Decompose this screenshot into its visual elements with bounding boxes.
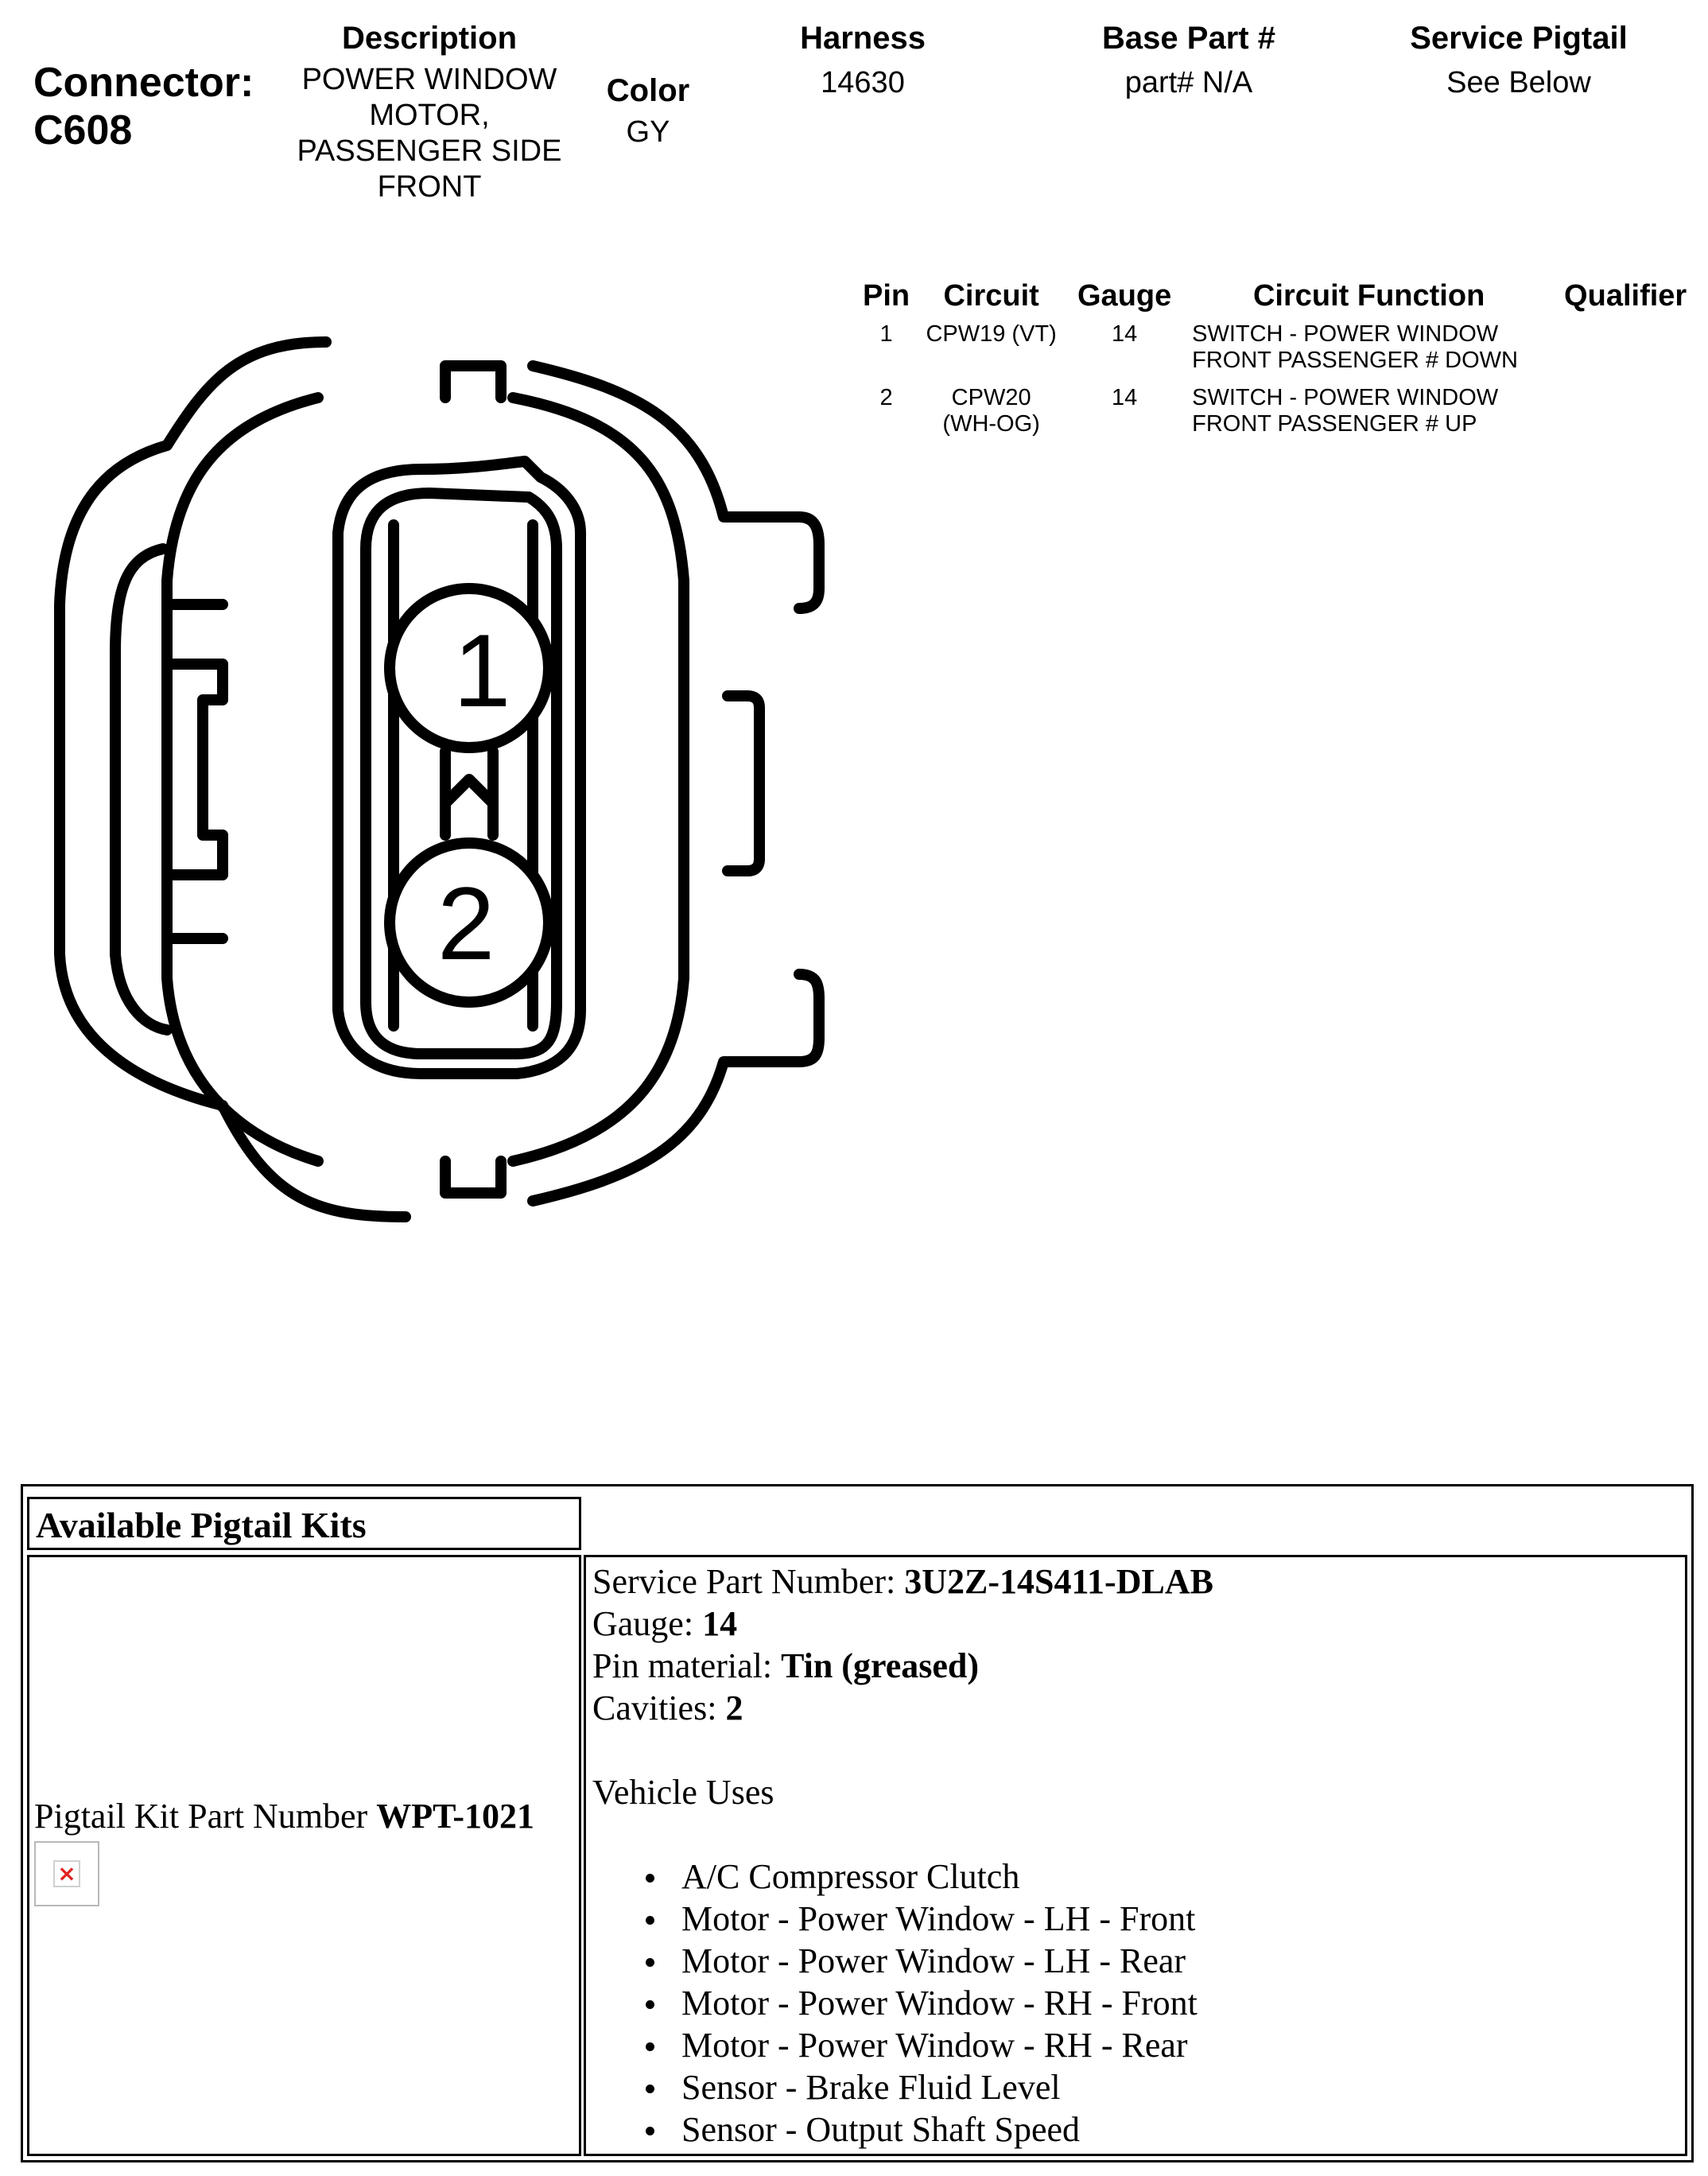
gauge-cell: 14 — [1111, 321, 1138, 347]
pin-cell: 1 — [879, 321, 893, 347]
base-part-column — [1058, 19, 1320, 101]
harness-value: 14630 — [821, 66, 905, 99]
kit-part-number: WPT-1021 — [376, 1797, 535, 1836]
pigtail-info-cell — [584, 1555, 1687, 2156]
description-value — [274, 62, 584, 205]
gauge-value: 14 — [702, 1604, 738, 1643]
service-pigtail-column — [1384, 19, 1654, 101]
kit-part-label: Pigtail Kit Part Number — [34, 1797, 368, 1836]
kit-part-line — [34, 1796, 534, 1837]
color-title: Color — [606, 73, 690, 108]
function-line: FRONT PASSENGER # DOWN — [1192, 348, 1518, 373]
base-part-title: Base Part # — [1102, 21, 1275, 56]
pin-material-label: Pin material: — [592, 1646, 773, 1685]
service-pigtail-value: See Below — [1446, 66, 1591, 99]
list-item: A/C Compressor Clutch — [681, 1855, 1213, 1898]
qualifier-cell — [1554, 321, 1697, 385]
connector-inner-housing — [167, 398, 318, 1161]
service-part-label: Service Part Number: — [592, 1562, 896, 1601]
pin-separator — [445, 752, 493, 835]
connector-top-key-notch — [445, 366, 501, 398]
service-part-value: 3U2Z-14S411-DLAB — [904, 1562, 1213, 1601]
circuit-cell — [918, 321, 1065, 385]
base-part-value: part# N/A — [1124, 66, 1253, 99]
col-gauge: Gauge — [1077, 279, 1172, 313]
circuit-line: CPW20 — [951, 385, 1031, 410]
col-pin: Pin — [863, 279, 910, 313]
pin-cell: 2 — [879, 385, 893, 410]
connector-right-latch — [728, 696, 759, 871]
col-circuit-function: Circuit Function — [1252, 279, 1485, 313]
circuit-cell — [918, 385, 1065, 449]
description-line: PASSENGER SIDE — [297, 134, 562, 168]
qualifier-cell — [1554, 385, 1697, 449]
table-row — [855, 321, 1697, 385]
harness-title: Harness — [800, 21, 926, 56]
pigtail-header: Available Pigtail Kits — [36, 1505, 367, 1545]
cavities-value: 2 — [725, 1688, 743, 1727]
connector-label: Connector: — [33, 60, 254, 106]
list-item: Motor - Power Window - LH - Front — [681, 1898, 1213, 1940]
pigtail-image — [34, 1841, 99, 1906]
list-item: Motor - Power Window - RH - Rear — [681, 2024, 1213, 2066]
color-value: GY — [626, 115, 670, 149]
connector-left-tab — [115, 549, 167, 1030]
gauge-label: Gauge: — [592, 1604, 694, 1643]
table-row — [855, 385, 1697, 449]
cavities-row — [592, 1687, 1213, 1729]
vehicle-uses-list — [592, 1855, 1213, 2151]
description-column — [274, 19, 584, 205]
list-item: Sensor - Brake Fluid Level — [681, 2066, 1213, 2108]
gauge-row — [592, 1603, 1213, 1645]
col-circuit: Circuit — [943, 279, 1039, 313]
circuit-line: CPW19 (VT) — [926, 321, 1057, 347]
circuit-line: (WH-OG) — [942, 411, 1040, 437]
harness-column — [755, 19, 970, 101]
function-cell — [1184, 385, 1554, 449]
gauge-cell: 14 — [1111, 385, 1138, 410]
pin-table — [855, 278, 1697, 449]
description-line: MOTOR, — [369, 99, 490, 132]
pigtail-kit-cell — [27, 1555, 581, 2156]
connector-heading — [33, 59, 254, 154]
pigtail-info — [592, 1560, 1213, 2151]
function-line: SWITCH - POWER WINDOW — [1192, 385, 1499, 410]
list-item: Motor - Power Window - RH - Front — [681, 1982, 1213, 2024]
connector-diagram — [32, 318, 843, 1241]
function-line: FRONT PASSENGER # UP — [1192, 411, 1477, 437]
description-line: FRONT — [377, 170, 482, 204]
list-item: Motor - Power Window - LH - Rear — [681, 1940, 1213, 1982]
cavities-label: Cavities: — [592, 1688, 717, 1727]
color-column — [588, 72, 708, 150]
description-title: Description — [341, 21, 518, 56]
service-pigtail-title: Service Pigtail — [1410, 21, 1628, 56]
pin-table-header — [855, 278, 1697, 321]
pin-2-label: 2 — [437, 865, 495, 981]
pigtail-header-spacer — [584, 1497, 1691, 1550]
list-item: Sensor - Output Shaft Speed — [681, 2108, 1213, 2151]
pigtail-header-cell — [27, 1497, 581, 1550]
pin-material-row — [592, 1645, 1213, 1687]
function-line: SWITCH - POWER WINDOW — [1192, 321, 1499, 347]
pin-1-label: 1 — [453, 612, 511, 729]
col-qualifier: Qualifier — [1564, 279, 1687, 313]
connector-id: C608 — [33, 107, 133, 153]
pin-material-value: Tin (greased) — [781, 1646, 980, 1685]
vehicle-uses-title: Vehicle Uses — [592, 1773, 774, 1812]
function-cell — [1184, 321, 1554, 385]
connector-left-slot — [167, 604, 223, 938]
broken-image-icon: × — [53, 1860, 80, 1887]
connector-bottom-key-notch — [445, 1161, 501, 1193]
description-line: POWER WINDOW — [301, 63, 557, 96]
service-part-row — [592, 1560, 1213, 1603]
